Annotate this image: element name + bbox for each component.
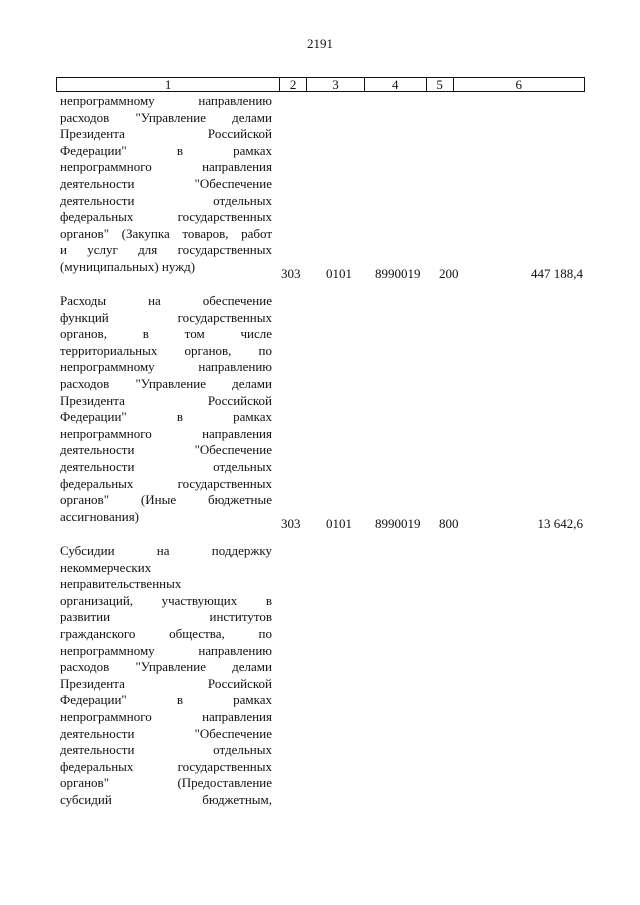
description-line: непрограммного направления bbox=[60, 708, 272, 724]
description-line: некоммерческих bbox=[60, 559, 152, 575]
description-line: неправительственных bbox=[60, 576, 182, 592]
description-line: непрограммного направления bbox=[60, 425, 272, 441]
table-header bbox=[56, 77, 585, 92]
code-col-4: 8990019 bbox=[375, 516, 421, 531]
description-line: деятельности "Обеспечение bbox=[60, 442, 272, 458]
description-line: деятельности "Обеспечение bbox=[60, 725, 272, 741]
header-col-5: 5 bbox=[427, 78, 454, 91]
description-line: Расходы на обеспечение bbox=[60, 293, 272, 308]
header-col-3: 3 bbox=[307, 78, 365, 91]
description-line: непрограммному направлению bbox=[60, 93, 272, 108]
description-line: Федерации" в рамках bbox=[60, 142, 272, 158]
description-line: органов" (Предоставление bbox=[60, 775, 272, 791]
header-col-4: 4 bbox=[365, 78, 427, 91]
description-line: федеральных государственных bbox=[60, 758, 272, 774]
description-line: непрограммному направлению bbox=[60, 642, 272, 658]
description-line: субсидий бюджетным, bbox=[60, 791, 272, 807]
description-line: Федерации" в рамках bbox=[60, 409, 272, 425]
amount-col-6: 13 642,6 bbox=[537, 516, 583, 531]
row-description bbox=[60, 543, 272, 809]
page-number: 2191 bbox=[307, 36, 333, 51]
description-line: расходов "Управление делами bbox=[60, 659, 272, 675]
code-col-4: 8990019 bbox=[375, 266, 421, 281]
description-line: федеральных государственных bbox=[60, 209, 272, 225]
description-line: деятельности отдельных bbox=[60, 458, 272, 474]
description-line: организаций, участвующих в bbox=[60, 592, 272, 608]
description-line: ассигнования) bbox=[60, 508, 140, 524]
header-col-2: 2 bbox=[280, 78, 307, 91]
description-line: Субсидии на поддержку bbox=[60, 543, 272, 558]
code-col-5: 200 bbox=[439, 266, 459, 281]
description-line: органов" (Закупка товаров, работ bbox=[60, 225, 272, 241]
description-line: федеральных государственных bbox=[60, 475, 272, 491]
description-line: деятельности "Обеспечение bbox=[60, 175, 272, 191]
description-line: гражданского общества, по bbox=[60, 625, 272, 641]
description-line: органов" (Иные бюджетные bbox=[60, 492, 272, 508]
code-col-3: 0101 bbox=[326, 516, 352, 531]
header-col-6: 6 bbox=[515, 77, 523, 92]
row-description bbox=[60, 93, 272, 276]
description-line: развитии институтов bbox=[60, 609, 272, 625]
description-line: непрограммному направлению bbox=[60, 359, 272, 375]
header-col-1: 1 bbox=[57, 78, 280, 91]
description-line: деятельности отдельных bbox=[60, 742, 272, 758]
description-line: Президента Российской bbox=[60, 126, 272, 142]
description-line: Президента Российской bbox=[60, 675, 272, 691]
description-line: расходов "Управление делами bbox=[60, 109, 272, 125]
description-line: органов, в том числе bbox=[60, 326, 272, 342]
code-col-5: 800 bbox=[439, 516, 459, 531]
description-line: функций государственных bbox=[60, 309, 272, 325]
description-line: территориальных органов, по bbox=[60, 342, 272, 358]
row-description bbox=[60, 293, 272, 525]
description-line: и услуг для государственных bbox=[60, 242, 272, 258]
description-line: Федерации" в рамках bbox=[60, 692, 272, 708]
description-line: расходов "Управление делами bbox=[60, 375, 272, 391]
description-line: (муниципальных) нужд) bbox=[60, 258, 196, 274]
code-col-2: 303 bbox=[281, 516, 301, 531]
code-col-3: 0101 bbox=[326, 266, 352, 281]
code-col-2: 303 bbox=[281, 266, 301, 281]
description-line: Президента Российской bbox=[60, 392, 272, 408]
description-line: деятельности отдельных bbox=[60, 192, 272, 208]
description-line: непрограммного направления bbox=[60, 159, 272, 175]
amount-col-6: 447 188,4 bbox=[531, 266, 583, 281]
